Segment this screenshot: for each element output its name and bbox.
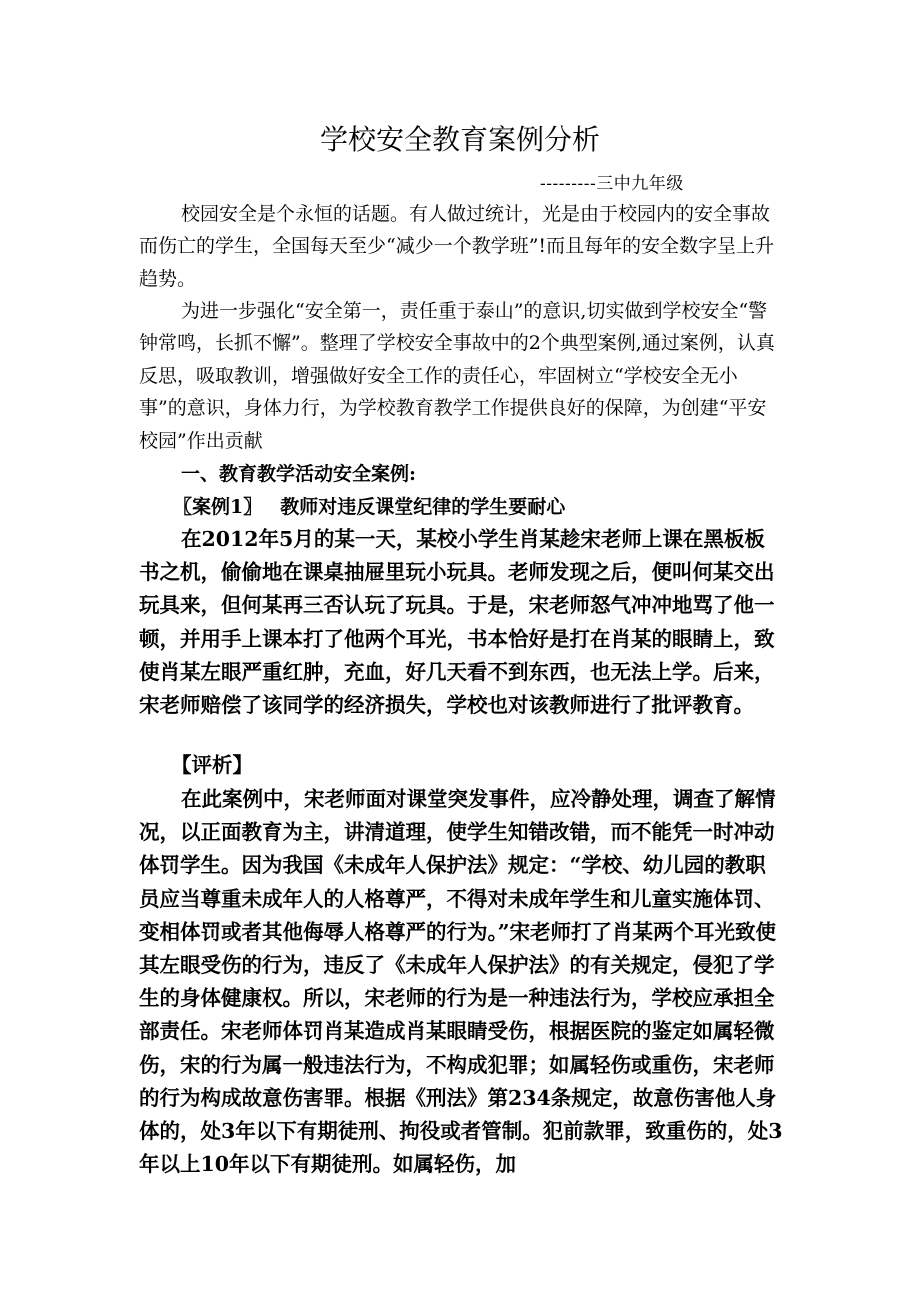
author-line: ---------三中九年级 bbox=[540, 174, 684, 194]
case-label: 〖案例1〗 bbox=[173, 496, 263, 518]
intro-paragraph-1: 校园安全是个永恒的话题。有人做过统计，光是由于校园内的安全事故而伤亡的学生，全国每天至少“减少一个教学班”!而且每年的安全数字呈上升趋势。 bbox=[139, 203, 775, 290]
case-text: 在2012年5月的某一天，某校小学生肖某趁宋老师上课在黑板板书之机，偷偷地在课桌抽屉里玩小玩具。老师发现之后，便叫何某交出玩具来，但何某再三否认玩了玩具。于是，宋老师怒气冲冲地骂了他一顿，并用手上课本打了他两个耳光，书本恰好是打在肖某的眼睛上，致使肖某左眼严重红肿，充血，好几天看不到东西，也无法上学。后来，宋老师赔偿了该同学的经济损失，学校也对该教师进行了批评教育。 bbox=[139, 527, 775, 718]
intro-paragraph-2: 为进一步强化“安全第一，责任重于泰山”的意识,切实做到学校安全“警钟常鸣，长抓不懈”。整理了学校安全事故中的2个典型案例,通过案例，认真反思，吸取教训，增强做好安全工作的责任心，牢固树立“学校安全无小事”的意识，身体力行，为学校教育教学工作提供良好的保障，为创建“平安校园”作出贡献 bbox=[139, 300, 775, 452]
analysis-text: 在此案例中，宋老师面对课堂突发事件，应冷静处理，调查了解情况，以正面教育为主，讲清道理，使学生知错改错，而不能凭一时冲动体罚学生。因为我国《未成年人保护法》规定：“学校、幼儿园的教职员应当尊重未成年人的人格尊严，不得对未成年学生和儿童实施体罚、变相体罚或者其他侮辱人格尊严的行为。”宋老师打了肖某两个耳光致使其左眼受伤的行为，违反了《未成年人保护法》的有关规定，侵犯了学生的身体健康权。所以，宋老师的行为是一种违法行为，学校应承担全部责任。宋老师体罚肖某造成肖某眼睛受伤，根据医院的鉴定如属轻微伤，宋的行为属一般违法行为，不构成犯罪；如属轻伤或重伤，宋老师的行为构成故意伤害罪。根据《刑法》第234条规定，故意伤害他人身体的，处3年以下有期徒刑、拘役或者管制。犯前款罪，致重伤的，处3年以上10年以下有期徒刑。如属轻伤，加 bbox=[139, 787, 783, 1177]
document-title: 学校安全教育案例分析 bbox=[319, 123, 600, 156]
case-title: 教师对违反课堂纪律的学生要耐心 bbox=[280, 496, 566, 518]
section-heading: 一、教育教学活动安全案例: bbox=[181, 463, 417, 485]
analysis-label: 【评析】 bbox=[171, 753, 253, 777]
case-heading bbox=[139, 491, 784, 523]
